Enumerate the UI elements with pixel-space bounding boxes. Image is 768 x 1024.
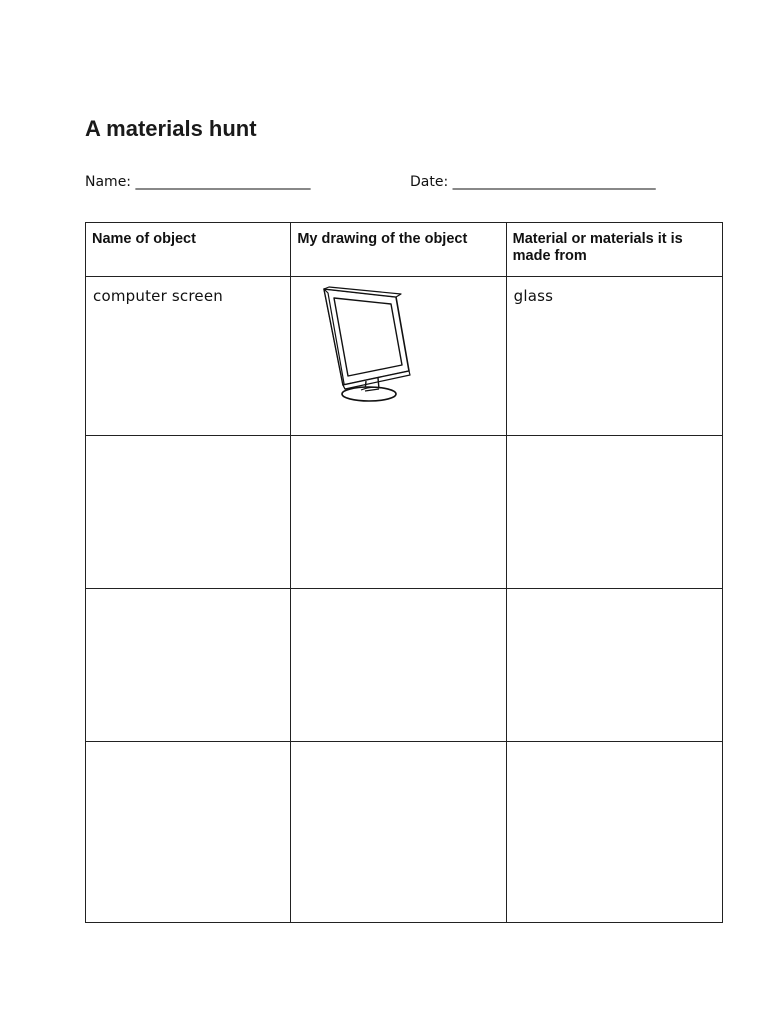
drawing-cell[interactable] (291, 589, 506, 742)
object-name-text (86, 436, 290, 446)
object-name-text: computer screen (93, 287, 223, 305)
date-field[interactable]: Date: _____________________________ (410, 174, 656, 190)
header-drawing: My drawing of the object (291, 223, 506, 277)
page-title: A materials hunt (85, 116, 257, 141)
header-name-of-object: Name of object (86, 223, 291, 277)
object-name-text (86, 589, 290, 599)
table-row (86, 742, 723, 923)
material-text (507, 589, 722, 599)
table-row (86, 589, 723, 742)
material-text (507, 436, 722, 446)
table-row (86, 277, 723, 436)
computer-monitor-icon (321, 285, 416, 403)
drawing-cell[interactable] (291, 436, 506, 589)
object-name-cell[interactable] (86, 589, 291, 742)
table-header-row (86, 223, 723, 277)
material-cell[interactable] (506, 277, 722, 436)
material-text (507, 742, 722, 752)
drawing-cell[interactable] (291, 742, 506, 923)
materials-table (85, 222, 723, 923)
material-text: glass (513, 287, 554, 305)
material-cell[interactable] (506, 742, 722, 923)
header-material: Material or materials it is made from (506, 223, 722, 277)
table-row (86, 436, 723, 589)
object-name-cell[interactable] (86, 436, 291, 589)
object-name-cell[interactable] (86, 277, 291, 436)
object-name-text (86, 742, 290, 752)
material-cell[interactable] (506, 436, 722, 589)
material-cell[interactable] (506, 589, 722, 742)
object-name-cell[interactable] (86, 742, 291, 923)
name-field[interactable]: Name: _________________________ (85, 174, 311, 190)
drawing-cell[interactable] (291, 277, 506, 436)
